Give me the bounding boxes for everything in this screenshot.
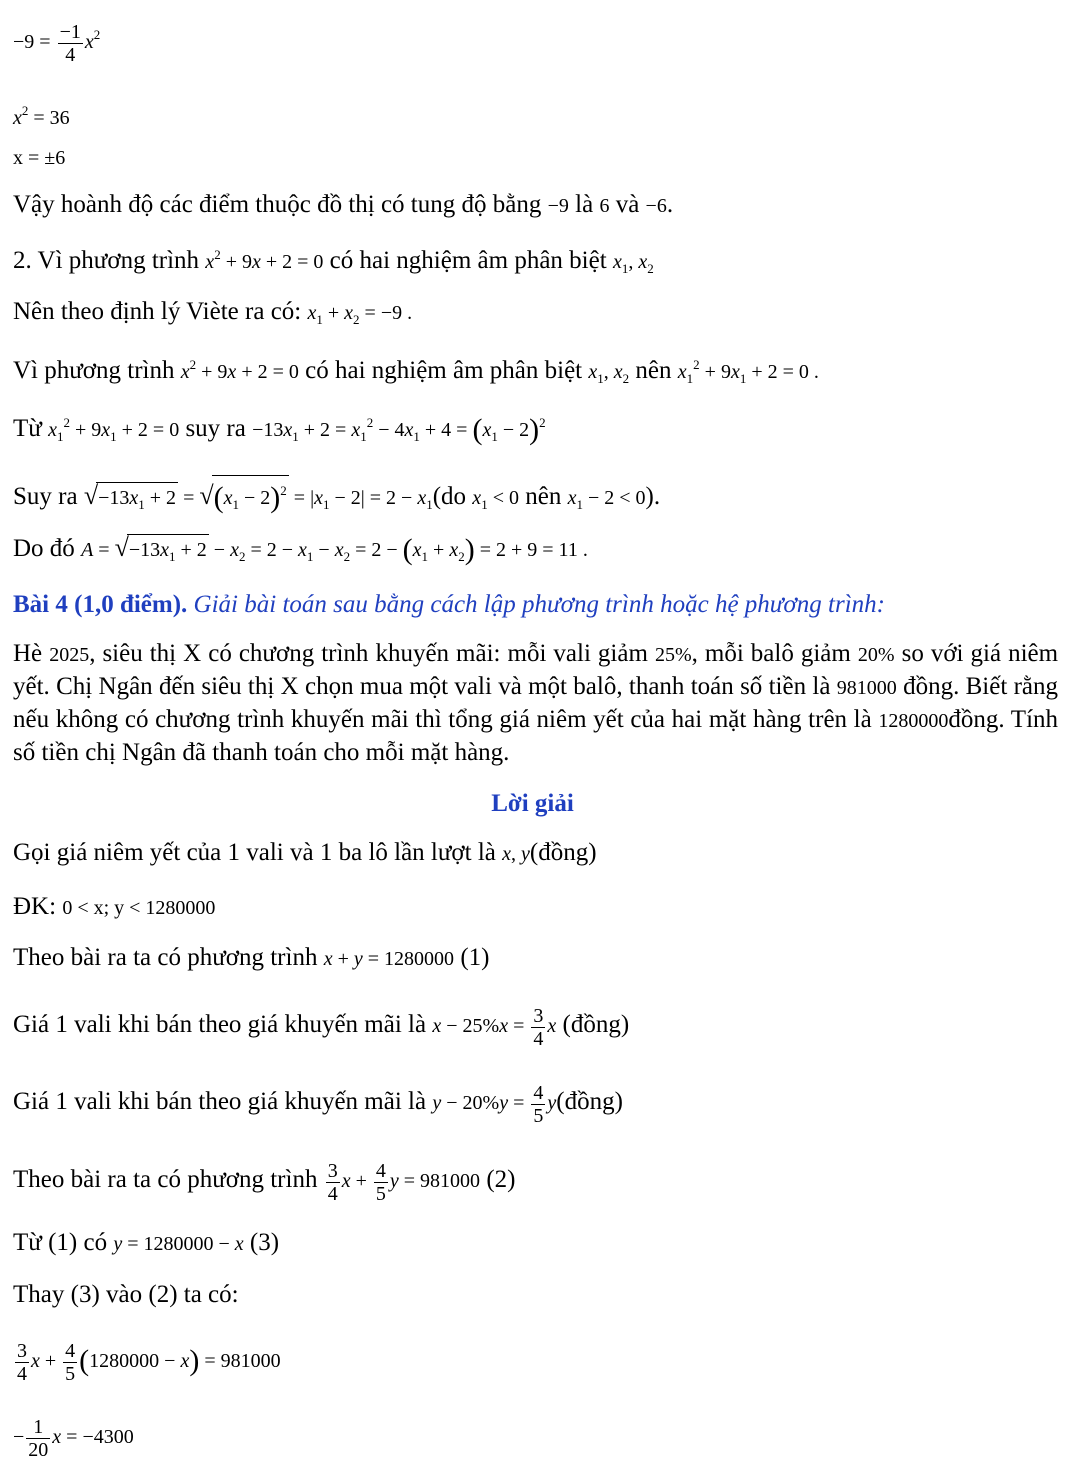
viete-line <box>13 297 412 335</box>
fraction-den: 4 <box>65 43 76 66</box>
equation-2: $\frac{3}{4}$ x + $\frac{4}{5}$ y = 981000 <box>327 1160 481 1205</box>
s1-text: Gọi giá niêm yết của 1 vali và 1 ba lô lần lượt là <box>13 839 496 866</box>
s4-unit: (đồng) <box>562 1011 630 1039</box>
equation-line-3 <box>13 143 65 173</box>
equation-3-rhs: = 1280000 − <box>127 1233 230 1255</box>
problem-statement <box>13 638 1058 769</box>
part2-text: 2. Vì phương trình <box>13 247 200 274</box>
solution-line-8: Thay (3) vào (2) ta có: <box>13 1281 239 1308</box>
fraction-minus-one-quarter <box>58 21 83 66</box>
label-3: (3) <box>249 1229 280 1256</box>
equation-line-1: −9 = $\frac{-1}{4}$ $x^2$ <box>13 20 101 66</box>
solution-line-10: − $\frac{1}{20}$ x = −4300 <box>13 1416 134 1461</box>
roots-text: có hai nghiệm âm phân biệt <box>329 247 607 274</box>
eq3: x = ±6 <box>13 147 66 169</box>
problem-heading <box>13 590 885 620</box>
balo-discount: − 20% <box>446 1092 500 1115</box>
solution-line-4 <box>13 1005 629 1050</box>
solution-title: Lời giải <box>491 790 574 817</box>
balo-price: y − 20%y = $\frac{4}{5}$ y <box>432 1082 557 1127</box>
s9-inner: 1280000 − <box>89 1350 176 1373</box>
vali-price: x − 25%x = $\frac{3}{4}$ x <box>432 1005 557 1050</box>
conclusion-line <box>13 190 673 221</box>
solution-line-2 <box>13 892 215 923</box>
label-2: (2) <box>486 1166 516 1194</box>
s7-text: Từ (1) có <box>13 1229 108 1256</box>
sqrt-line <box>13 475 660 520</box>
s5-unit: (đồng) <box>556 1088 623 1116</box>
value-six: 6 <box>599 195 610 217</box>
s3-text: Theo bài ra ta có phương trình <box>13 944 318 971</box>
p3: , mỗi balô giảm <box>691 640 851 667</box>
text-suy-ra: suy ra <box>185 415 246 442</box>
text-suy-ra-2: Suy ra <box>13 483 78 510</box>
close-paren: ). <box>645 483 661 510</box>
amount1: 981000 <box>836 677 897 699</box>
problem-instruction: Giải bài toán sau bằng cách lập phương trình hoặc hệ phương trình: <box>193 591 885 618</box>
eq1-lhs: −9 = <box>13 31 51 53</box>
s10-rhs: = −4300 <box>66 1426 134 1449</box>
equation-2-rhs: = 981000 <box>403 1170 481 1193</box>
roots-2: $x_1$, $x_2$ <box>588 361 630 386</box>
variables-x-y: x, y <box>502 843 530 865</box>
root-substitution-line <box>13 350 819 394</box>
eq2-rhs: = 36 <box>33 107 70 129</box>
equation-1: x + y = 1280000 <box>323 948 455 970</box>
conclusion-text: Vậy hoành độ các điểm thuộc đồ thị có tung độ bằng <box>13 191 542 218</box>
s5-text: Giá 1 vali khi bán theo giá khuyến mãi là <box>13 1088 427 1116</box>
text-1: Vì phương trình <box>13 357 175 384</box>
x1-equation-2: $x_1^2 + 9x_1 + 2 = 0$ <box>48 415 180 444</box>
year: 2025 <box>49 644 90 666</box>
text-nen: nên <box>635 357 672 384</box>
s2-text: ĐK: <box>13 893 57 920</box>
text-la: là <box>575 191 594 218</box>
x1-equation: $x_1^2 + 9x_1 + 2 = 0$ . <box>677 357 819 386</box>
equation-line-2: $x^2 = 36$ <box>13 103 70 129</box>
expression-square: $-13x_1 + 2 = x_1^2 - 4x_1 + 4 = (x_1 - 2)^2$ <box>252 413 546 446</box>
p5: đồng. Biết rằng nếu không có chương trình khuyến mãi thì tổng giá niêm yết của hai mặt hàng trên là <box>13 673 1058 733</box>
text-do: (do <box>432 483 467 510</box>
equation-1-rhs: = 1280000 <box>367 948 455 970</box>
pct1: 25% <box>654 644 692 666</box>
solution-line-1 <box>13 838 597 869</box>
condition: 0 < x; y < 1280000 <box>62 897 216 919</box>
viete-sum: $x_1 + x_2 = -9$ . <box>307 302 413 327</box>
pct2: 20% <box>857 644 895 666</box>
final-value-line <box>13 533 588 572</box>
x1-negative: $x_1 < 0$ <box>472 487 519 512</box>
text-tu: Từ <box>13 415 42 442</box>
text-2: có hai nghiệm âm phân biệt <box>305 357 583 384</box>
derivation-line <box>13 408 546 452</box>
value-minus-nine: −9 <box>547 195 569 217</box>
amount2: 1280000 <box>878 710 949 732</box>
s9-rhs: = 981000 <box>204 1350 281 1373</box>
p2: , siêu thị X có chương trình khuyến mãi: mỗi vali giảm <box>89 640 648 667</box>
fraction-num: −1 <box>59 20 81 43</box>
s4-text: Giá 1 vali khi bán theo giá khuyến mãi là <box>13 1011 427 1039</box>
p1: Hè <box>13 640 43 667</box>
s6-text: Theo bài ra ta có phương trình <box>13 1166 318 1194</box>
problem-title: Bài 4 (1,0 điểm). <box>13 591 188 618</box>
text-nen-2: nên <box>525 483 562 510</box>
text-do-do: Do đó <box>13 535 75 562</box>
solution-line-3 <box>13 943 489 974</box>
quadratic-equation-2: $x^2 + 9x + 2 = 0$ <box>180 357 299 383</box>
equation-3: y = 1280000 − x <box>113 1233 244 1255</box>
final-expression: $A = √-13x_1 + 2 - x_2 = 2 - x_1 - x_2 = 2 - (x_1 + x_2) = 2 + 9 = 11$ . <box>81 539 588 561</box>
solution-line-9: $\frac{3}{4}$ x + $\frac{4}{5}$ (1280000 − x) = 981000 <box>17 1340 281 1385</box>
solution-line-5 <box>13 1082 623 1127</box>
viete-text: Nên theo định lý Viète ra có: <box>13 298 302 325</box>
vali-discount: − 25% <box>446 1015 500 1038</box>
solution-line-6 <box>13 1160 515 1205</box>
quadratic-equation: $x^2 + 9x + 2 = 0$ <box>205 247 324 273</box>
p6: đồng. Tính số tiền chị Ngân đã thanh toán cho mỗi mặt hàng. <box>13 706 1059 766</box>
p4: so với giá niêm yết. Chị Ngân đến siêu thị X chọn mua một vali và một balô, thanh toán số tiền là <box>13 640 1059 700</box>
label-1: (1) <box>460 944 490 971</box>
part-2-line <box>13 240 654 284</box>
sqrt-expression: $√-13x_1 + 2 = √(x_1 - 2)^2 = |x_1 - 2| = 2 - x_1$ <box>84 487 433 509</box>
text-va: và <box>615 191 640 218</box>
roots-x1-x2: $x_1$, $x_2$ <box>612 251 654 276</box>
value-minus-six: −6 <box>645 195 667 217</box>
s1-unit: (đồng) <box>529 839 597 866</box>
solution-line-7 <box>13 1228 279 1259</box>
x1-minus-2-negative: $x_1 - 2 < 0$ <box>567 487 646 512</box>
period: . <box>666 191 674 218</box>
